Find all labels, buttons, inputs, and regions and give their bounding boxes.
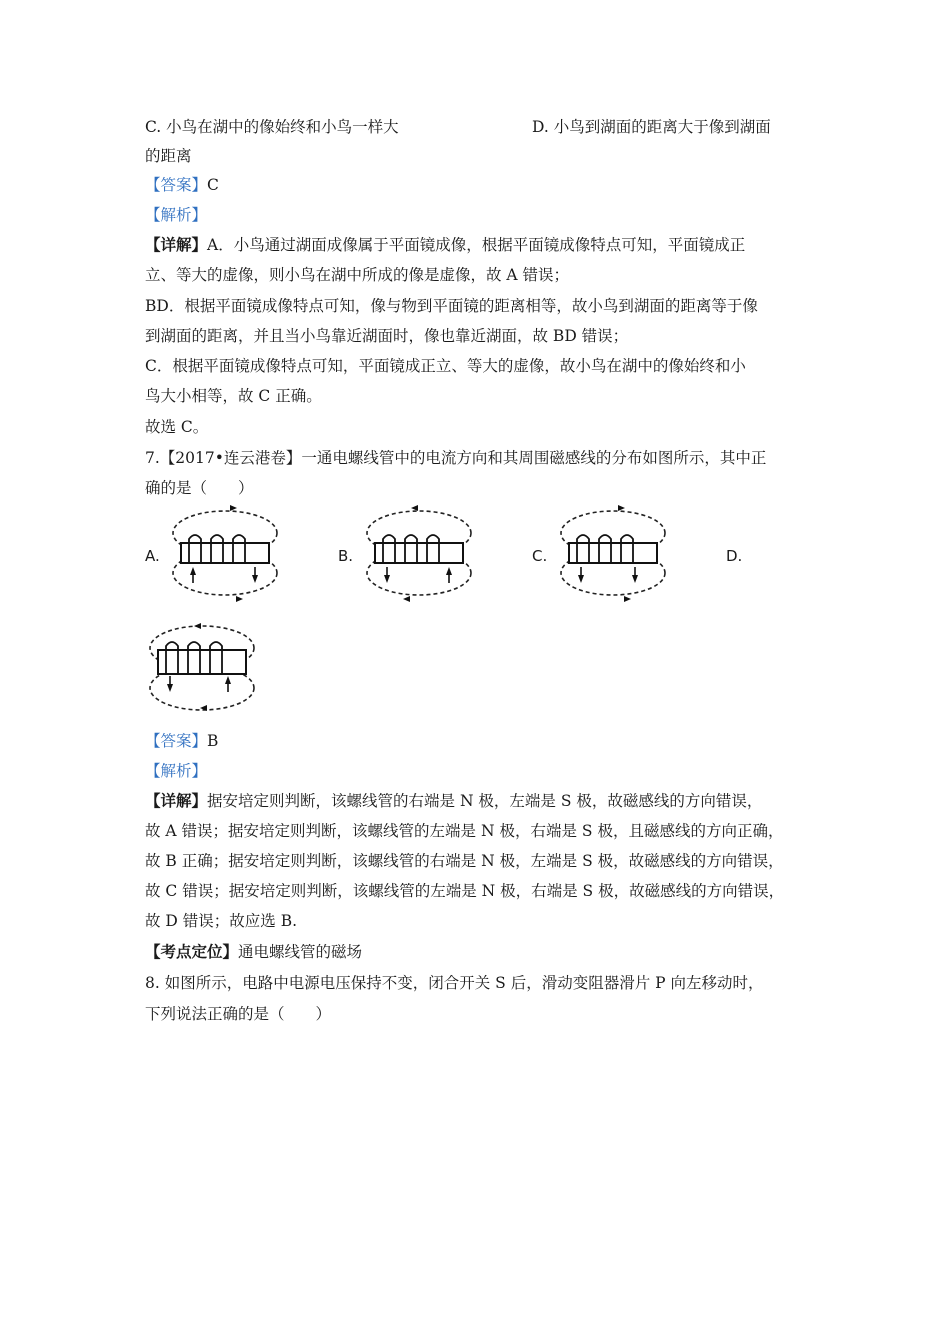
solenoid-diagram-d (142, 620, 262, 720)
option-d: D. 小鸟到湖面的距离大于像到湖面 (532, 118, 771, 136)
q6-detail-line: C．根据平面镜成像特点可知，平面镜成正立、等大的虚像，故小鸟在湖中的像始终和小 (145, 357, 746, 375)
option-label-b: B. (338, 547, 354, 565)
q7-stem (145, 448, 766, 468)
q7-answer (145, 731, 218, 751)
q7-detail-line: 故 D 错误；故应选 B. (145, 912, 298, 930)
q7-detail-line: 故 C 错误；据安培定则判断，该螺线管的左端是 N 极，右端是 S 极，故磁感线的方向错误， (145, 882, 785, 900)
solenoid-diagram-b (359, 505, 479, 605)
solenoid-diagram-a (165, 505, 285, 605)
q7-detail-line: 故 A 错误；据安培定则判断，该螺线管的左端是 N 极，右端是 S 极，且磁感线的方向正确， (145, 822, 784, 840)
detail-text: 据安培定则判断，该螺线管的右端是 N 极，左端是 S 极，故磁感线的方向错误， (207, 792, 763, 810)
option-c: C. 小鸟在湖中的像始终和小鸟一样大 (145, 118, 399, 136)
option-label-a: A. (145, 547, 160, 565)
q6-detail-line: 立、等大的虚像，则小鸟在湖中所成的像是虚像，故 A 错误； (145, 266, 570, 284)
detail-text: A．小鸟通过湖面成像属于平面镜成像，根据平面镜成像特点可知，平面镜成正 (207, 236, 746, 254)
solenoid-diagram-c (553, 505, 673, 605)
answer-value: B (207, 732, 219, 750)
answer-value: C (207, 176, 219, 194)
answer-tag: 【答案】 (145, 176, 208, 194)
q7-detail-line (145, 791, 762, 811)
q7-knowledge-point (145, 942, 362, 962)
q7-detail-line: 故 B 正确；据安培定则判断，该螺线管的右端是 N 极，左端是 S 极，故磁感线的方向错误， (145, 852, 784, 870)
question-number: 7. (145, 449, 160, 467)
detail-tag: 【详解】 (145, 791, 208, 810)
q8-stem: 8. 如图所示，电路中电源电压保持不变，闭合开关 S 后，滑动变阻器滑片 P 向左移动时， (145, 974, 764, 992)
option-label-c: C. (532, 547, 548, 565)
question-text: 一通电螺线管中的电流方向和其周围磁感线的分布如图所示，其中正 (301, 449, 767, 467)
kp-text: 通电螺线管的磁场 (238, 943, 363, 961)
q6-detail-line: BD．根据平面镜成像特点可知，像与物到平面镜的距离相等，故小鸟到湖面的距离等于像 (145, 297, 758, 315)
kp-tag: 【考点定位】 (145, 942, 239, 961)
answer-tag: 【答案】 (145, 732, 208, 750)
q7-stem-cont: 确的是（ ） (145, 479, 254, 497)
option-label-d: D. (726, 547, 743, 565)
question-source: 【2017•连云港卷】 (159, 449, 302, 467)
q6-detail-line: 鸟大小相等，故 C 正确。 (145, 387, 322, 405)
option-d-cont: 的距离 (145, 147, 192, 165)
q6-detail-line: 到湖面的距离，并且当小鸟靠近湖面时，像也靠近湖面，故 BD 错误； (145, 327, 629, 345)
q6-answer (145, 175, 219, 195)
q6-detail-line: 故选 C。 (145, 418, 209, 436)
q6-analysis-tag: 【解析】 (145, 206, 208, 224)
q7-analysis-tag: 【解析】 (145, 762, 208, 780)
q6-detail-line (145, 235, 745, 255)
q8-stem-cont: 下列说法正确的是（ ） (145, 1005, 332, 1023)
detail-tag: 【详解】 (145, 235, 208, 254)
